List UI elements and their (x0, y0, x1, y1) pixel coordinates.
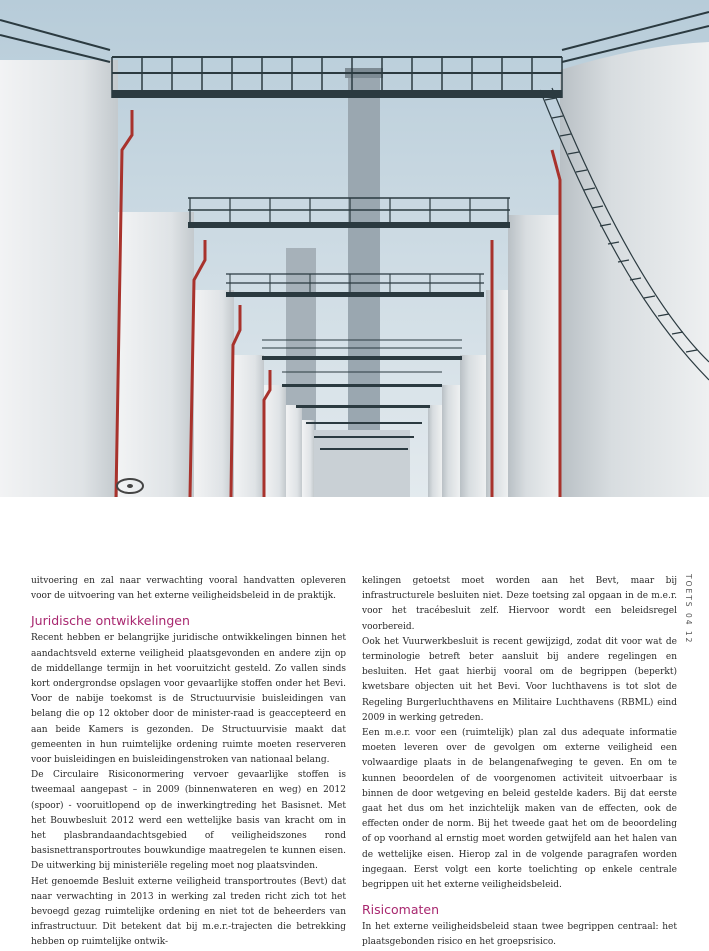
paragraph: In het externe veiligheidsbeleid staan twee begrippen centraal: het plaatsgebonden risico en het groepsrisico. (362, 922, 677, 948)
tank-right-3 (486, 290, 508, 497)
tank-left-5 (264, 385, 286, 497)
tank-left-3 (194, 290, 234, 497)
tank-right-5 (442, 385, 460, 497)
tank-left-2 (118, 212, 194, 497)
tank-left-1 (0, 60, 118, 497)
tank-right-2 (508, 215, 560, 497)
distant-tanks (300, 430, 410, 497)
paragraph: Ook het Vuurwerkbesluit is recent gewijzigd, zodat dit voor wat de terminologie betreft beter aansluit bij andere regelingen en besluiten. Het gaat hierbij vooral om de begrippen (beperkt) kwetsbare objecten uit het Bevi. Voor luchthavens is tot slot de Regeling Burgerluchthavens en Militaire Luchthavens (RBML) eind 2009 in werking getreden. (362, 636, 677, 723)
tank-left-6 (286, 405, 302, 497)
left-column (31, 574, 346, 951)
paragraph: Een m.e.r. voor een (ruimtelijk) plan zal dus adequate informatie moeten leveren over de gevolgen om externe veiligheid een volwaardige plaats in de belangenafweging te geven. En om te kunnen beoordelen of de voorgenomen activiteit uitvoerbaar is binnen de door wetgeving en beleid gestelde kaders. Bij dat eerste gaat het dus om het inzichtelijk maken van de effecten, ook de effecten onder de norm. Bij het tweede gaat het om de beoordeling of op voorhand al ernstig moet worden getwijfeld aan het halen van de wettelijke eisen. Hierop zal in de volgende paragrafen worden ingegaan. Eerst volgt een korte toelichting op enkele centrale begrippen uit het externe veiligheidsbeleid. (362, 728, 677, 891)
paragraph: kelingen getoetst moet worden aan het Bevt, maar bij infrastructurele besluiten niet. Deze toetsing zal opgaan in de m.e.r. voor het tracébesluit zelf. Hiervoor wordt een beleidsregel voorbereid. (362, 576, 677, 632)
tank-right-1 (560, 42, 709, 497)
section-heading-juridische: Juridische ontwikkelingen (31, 613, 190, 629)
paragraph: Het genoemde Besluit externe veiligheid transportroutes (Bevt) dat naar verwachting in 2013 in werking zal treden richt zich tot het bevoegd gezag ruimtelijke ordening en niet tot de beheerders van infrastructuur. Dit betekent dat bij m.e.r.-trajecten die betrekking hebben op ruimtelijke ontwik- (31, 876, 346, 948)
tank-left-7 (302, 420, 314, 497)
paragraph: Recent hebben er belangrijke juridische ontwikkelingen binnen het aandachtsveld externe veiligheid plaatsgevonden en andere zijn op de middellange termijn in het vooruitzicht gesteld. Zo vallen sinds kort ondergrondse opslagen voor gevaarlijke stoffen onder het Bevi. Voor de nabije toekomst is de Structuurvisie buisleidingen van belang die op 12 oktober door de minister-raad is geaccepteerd en aan beide Kamers is gezonden. De Structuurvisie maakt dat gemeenten in hun ruimtelijke ordening ruimte moeten reserveren voor buisleidingen en buisleidingenstroken van nationaal belang. (31, 633, 346, 766)
tank-left-4 (234, 355, 264, 497)
section-heading-risicomaten: Risicomaten (362, 902, 440, 918)
intro-paragraph: uitvoering en zal naar verwachting vooral handvatten opleveren voor de uitvoering van het externe veiligheidsbeleid in de praktijk. (31, 576, 346, 602)
paragraph: De Circulaire Risiconormering vervoer gevaarlijke stoffen is tweemaal aangepast – in 2009 (binnenwateren en weg) en 2012 (spoor) - vooruitlopend op de inwerkingtreding het Basisnet. Met het Bouwbesluit 2012 werd een wettelijke basis van kracht om in het plasbrandaandachtsgebied of veiligheidszones rond basisnettransportroutes bouwkundige maatregelen te kunnen eisen. De uitwerking bij ministeriële regeling moet nog plaatsvinden. (31, 770, 346, 872)
running-header: TOETS 04 12 (684, 574, 693, 645)
tank-right-6 (428, 405, 442, 497)
right-column (362, 574, 677, 951)
tank-right-4 (460, 355, 486, 497)
